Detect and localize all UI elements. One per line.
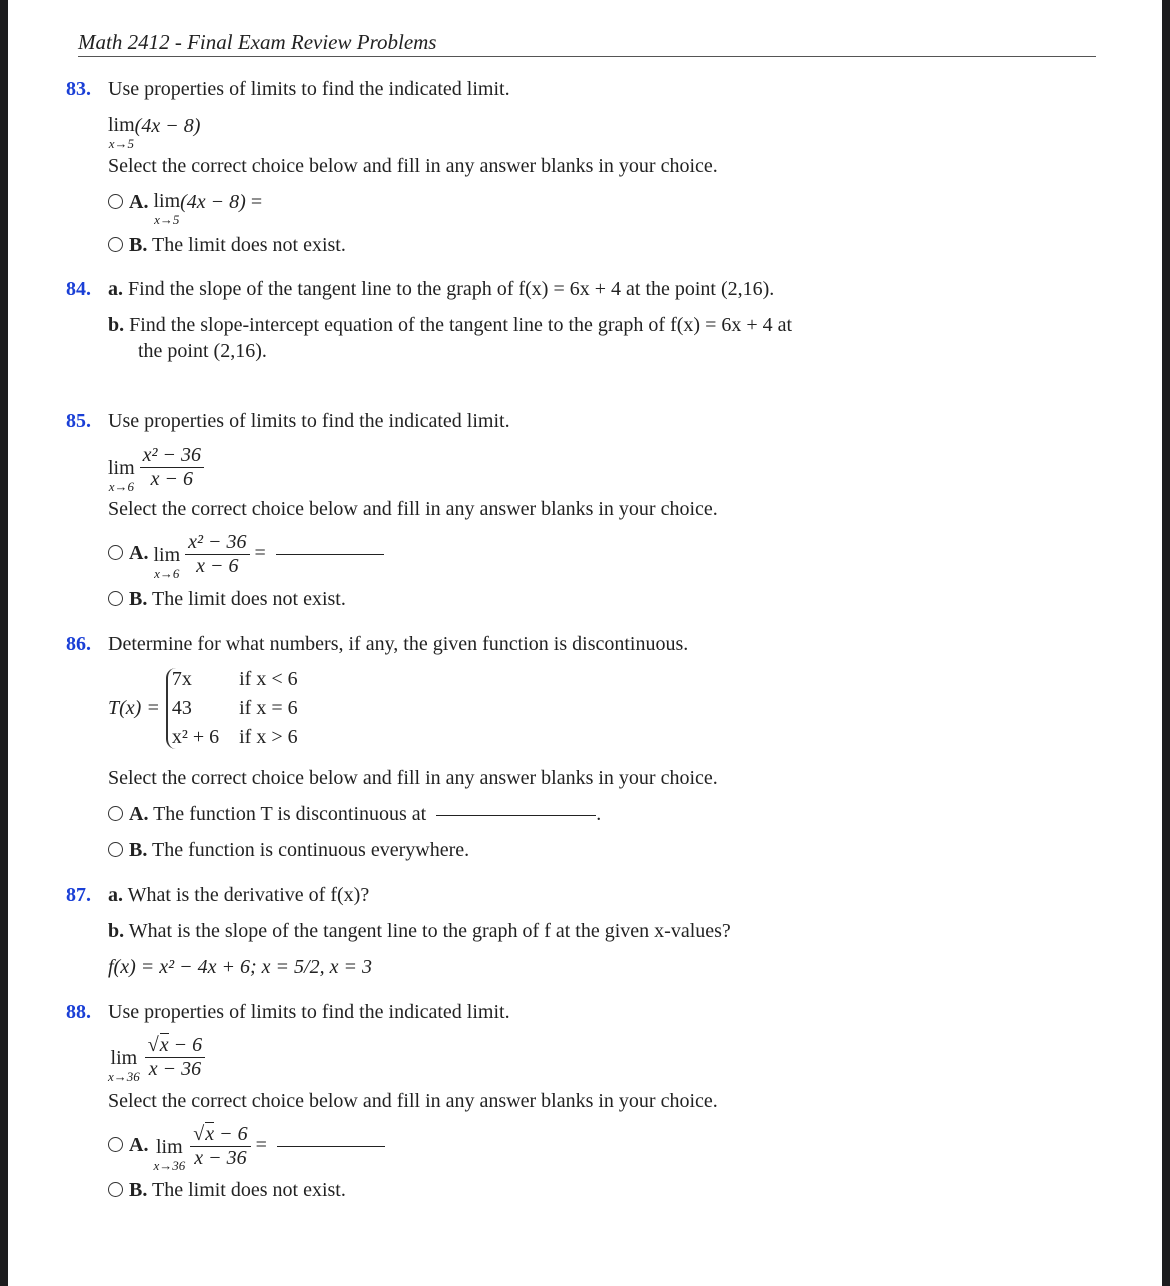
radio-button[interactable] bbox=[108, 591, 123, 606]
denominator: x − 36 bbox=[194, 1147, 247, 1169]
case-value: 43 bbox=[171, 697, 192, 719]
equals: = bbox=[254, 542, 266, 565]
lim: lim bbox=[110, 1047, 138, 1069]
radio-button[interactable] bbox=[108, 545, 123, 560]
lim-sub: x→6 bbox=[154, 566, 180, 581]
denominator: x − 6 bbox=[150, 468, 194, 490]
part-b bbox=[108, 920, 731, 943]
choice-label: A. bbox=[129, 803, 149, 825]
numerator: x² − 36 bbox=[185, 531, 249, 555]
choice-label: A. bbox=[129, 542, 149, 565]
lim: lim bbox=[153, 544, 181, 566]
case-condition: if x > 6 bbox=[239, 726, 298, 748]
part-b-cont: the point (2,16). bbox=[138, 340, 267, 362]
denominator: x − 36 bbox=[148, 1058, 202, 1080]
radio-button[interactable] bbox=[108, 237, 123, 252]
choice-a[interactable] bbox=[108, 531, 384, 580]
instructions: Select the correct choice below and fill in any answer blanks in your choice. bbox=[108, 767, 718, 789]
problem-number: 86. bbox=[66, 633, 91, 655]
part-text: Find the slope of the tangent line to the graph of f(x) = 6x + 4 at the point (2,16). bbox=[128, 278, 775, 300]
part-text: What is the slope of the tangent line to the graph of f at the given x-values? bbox=[128, 920, 731, 942]
cases bbox=[166, 668, 298, 749]
choice-b[interactable] bbox=[108, 839, 469, 862]
choice-text: The limit does not exist. bbox=[151, 234, 346, 256]
choice-label: B. bbox=[129, 839, 148, 861]
radicand: x bbox=[159, 1034, 169, 1056]
part-label: b. bbox=[108, 314, 125, 336]
function-name: T(x) = bbox=[108, 697, 160, 719]
problem-number: 88. bbox=[66, 1001, 91, 1023]
radio-button[interactable] bbox=[108, 194, 123, 209]
part-label: a. bbox=[108, 278, 123, 300]
limit-expression bbox=[108, 444, 204, 493]
choice-a[interactable] bbox=[108, 1123, 385, 1172]
problem-prompt: Use properties of limits to find the indicated limit. bbox=[108, 410, 510, 432]
case-value: x² + 6 bbox=[171, 726, 220, 748]
part-a bbox=[108, 278, 774, 301]
problem-number: 84. bbox=[66, 278, 91, 300]
choice-label: A. bbox=[129, 1134, 149, 1157]
lim: lim bbox=[153, 190, 181, 212]
numerator-rest: − 6 bbox=[214, 1123, 248, 1145]
problem-number: 85. bbox=[66, 410, 91, 432]
function-definition: f(x) = x² − 4x + 6; x = 5/2, x = 3 bbox=[108, 956, 372, 978]
part-b bbox=[108, 314, 792, 337]
limit-expression bbox=[108, 115, 200, 150]
choice-text: The limit does not exist. bbox=[151, 588, 346, 610]
case-value: 7x bbox=[171, 668, 192, 690]
numerator: x² − 36 bbox=[140, 444, 204, 468]
numerator: √x − 6 bbox=[145, 1034, 205, 1058]
radio-button[interactable] bbox=[108, 1182, 123, 1197]
lim: lim bbox=[156, 1136, 183, 1158]
instructions: Select the correct choice below and fill in any answer blanks in your choice. bbox=[108, 1090, 718, 1112]
part-text: Find the slope-intercept equation of the tangent line to the graph of f(x) = 6x + 4 at bbox=[129, 314, 793, 336]
lim-sub: x→6 bbox=[108, 479, 134, 494]
problem-prompt: Use properties of limits to find the indicated limit. bbox=[108, 78, 510, 100]
piecewise-function bbox=[108, 668, 298, 749]
instructions: Select the correct choice below and fill in any answer blanks in your choice. bbox=[108, 155, 718, 177]
problem-prompt: Determine for what numbers, if any, the given function is discontinuous. bbox=[108, 633, 689, 655]
numerator: √x − 6 bbox=[190, 1123, 250, 1147]
lim-sub: x→5 bbox=[154, 212, 180, 227]
choice-label: A. bbox=[129, 191, 149, 213]
lim: lim bbox=[108, 114, 135, 136]
choice-text: The function is continuous everywhere. bbox=[151, 839, 470, 861]
choice-a[interactable] bbox=[108, 191, 262, 226]
radio-button[interactable] bbox=[108, 806, 123, 821]
part-label: b. bbox=[108, 920, 125, 942]
case-condition: if x < 6 bbox=[239, 668, 298, 690]
answer-blank[interactable] bbox=[277, 1146, 385, 1147]
expr: (4x − 8) bbox=[180, 191, 246, 213]
equals: = bbox=[250, 191, 263, 213]
answer-blank[interactable] bbox=[276, 554, 384, 555]
problem-prompt: Use properties of limits to find the indicated limit. bbox=[108, 1001, 510, 1023]
lim: lim bbox=[108, 457, 135, 479]
choice-b[interactable] bbox=[108, 1179, 346, 1202]
problem-number: 83. bbox=[66, 78, 91, 100]
choice-text: The limit does not exist. bbox=[151, 1179, 346, 1201]
choice-label: B. bbox=[129, 1179, 148, 1201]
header-rule bbox=[78, 56, 1096, 57]
choice-b[interactable] bbox=[108, 234, 346, 257]
choice-text: The function T is discontinuous at bbox=[153, 803, 427, 825]
choice-a[interactable]: A. The function T is discontinuous at . bbox=[108, 803, 601, 826]
page-header: Math 2412 - Final Exam Review Problems bbox=[78, 30, 437, 54]
equals: = bbox=[255, 1134, 267, 1157]
expr: (4x − 8) bbox=[134, 115, 201, 137]
numerator-rest: − 6 bbox=[168, 1034, 203, 1056]
part-label: a. bbox=[108, 884, 123, 906]
choice-label: B. bbox=[129, 588, 148, 610]
lim-sub: x→36 bbox=[108, 1069, 140, 1084]
instructions: Select the correct choice below and fill in any answer blanks in your choice. bbox=[108, 498, 718, 520]
part-a bbox=[108, 884, 369, 907]
radio-button[interactable] bbox=[108, 1137, 123, 1152]
denominator: x − 6 bbox=[196, 555, 239, 577]
problem-number: 87. bbox=[66, 884, 91, 906]
lim-sub: x→36 bbox=[153, 1158, 186, 1173]
part-text: What is the derivative of f(x)? bbox=[127, 884, 370, 906]
choice-b[interactable] bbox=[108, 588, 346, 611]
scrollbar[interactable] bbox=[1162, 0, 1170, 1286]
case-condition: if x = 6 bbox=[239, 697, 298, 719]
answer-blank[interactable] bbox=[436, 815, 596, 816]
lim-sub: x→5 bbox=[108, 136, 134, 151]
radio-button[interactable] bbox=[108, 842, 123, 857]
limit-expression bbox=[108, 1034, 205, 1083]
radicand: x bbox=[205, 1123, 215, 1145]
left-border bbox=[0, 0, 8, 1286]
choice-label: B. bbox=[129, 234, 148, 256]
